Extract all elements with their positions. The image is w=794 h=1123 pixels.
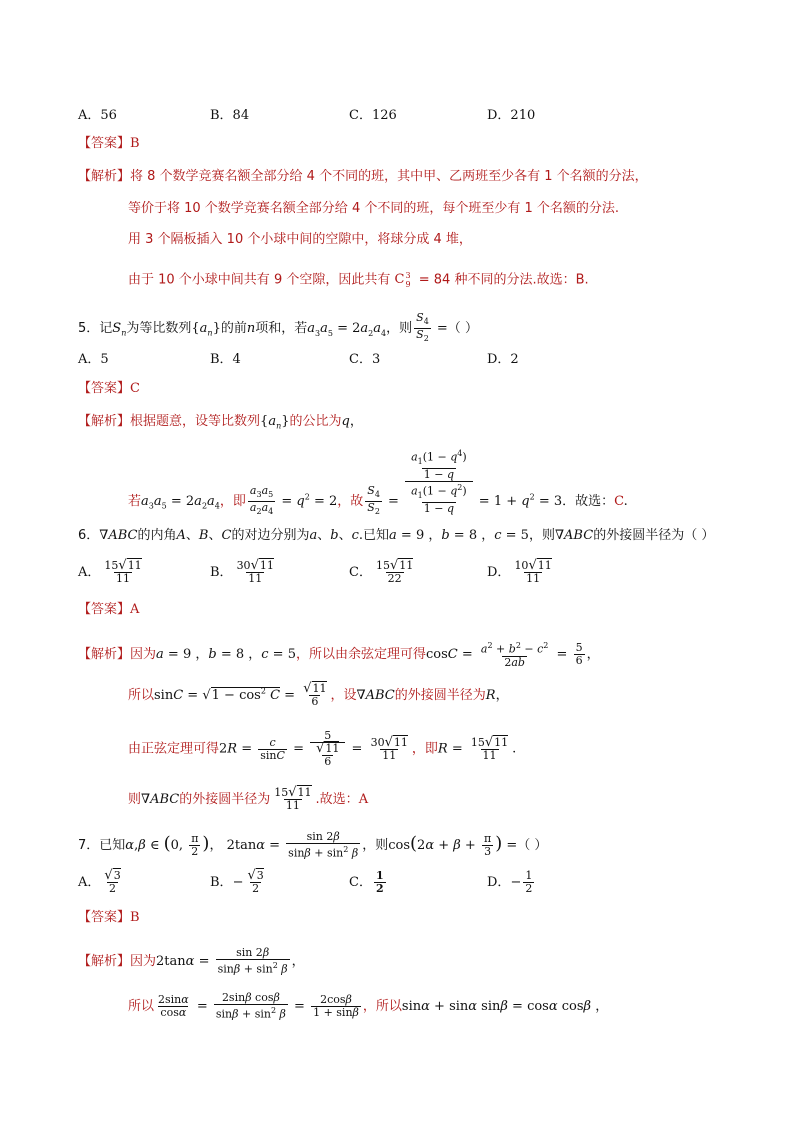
- explanation-text: = 84 种不同的分法.故选：B.: [414, 272, 589, 288]
- fraction: $\frac{S_4}{S_2}$: [416, 311, 429, 344]
- answer-value: A: [130, 602, 140, 617]
- stem-text: ，则: [386, 321, 413, 337]
- q6-option-d[interactable]: [487, 560, 556, 585]
- stem-text: .已知: [358, 528, 390, 543]
- q7-answer: [78, 910, 140, 926]
- q7-explanation-line-2: 所以 $\frac{2\sin\alpha}{\cos\alpha}$ = $\frac{\text{2sinβ cosβ}}{\sin\beta + \sin^2 \beta}$ = $\frac{2\cos\beta}{1 + \sin\beta}$ ，所以sinα + sinα sinβ = cosα cosβ ，: [128, 991, 609, 1021]
- fraction: $\frac{√11}{6}$: [303, 681, 327, 708]
- q5-answer: [78, 381, 140, 397]
- q5-explanation-line-1: 【解析】根据题意，设等比数列$\{a_n\}$的公比为q，: [78, 414, 363, 431]
- explanation-tag: 【解析】: [78, 169, 131, 184]
- q4-option-a[interactable]: A．56: [78, 108, 117, 123]
- q6-explanation-line-2: 所以$\sin C = √1 - \cos^2 C$ = $\frac{√11}{6}$ ，设∇ABC的外接圆半径为R，: [128, 681, 509, 708]
- explanation-text: .故选：: [315, 792, 359, 807]
- question-number: 5．记: [78, 321, 113, 337]
- q7-option-d[interactable]: D．− $\frac{1}{2}$: [487, 869, 533, 895]
- answer-value: B: [130, 910, 140, 925]
- q7-option-b[interactable]: B．− $\frac{√3}{2}$: [210, 868, 264, 895]
- fraction: $\frac{c}{\sin C}$: [260, 735, 285, 762]
- fraction: $\frac{30√11}{11}$: [370, 734, 408, 762]
- fraction: $\frac{10√11}{11}$: [514, 558, 552, 585]
- q7-option-a[interactable]: [78, 870, 125, 895]
- explanation-text: ，所以由余弦定理可得: [295, 646, 426, 662]
- option-label: C．: [349, 875, 372, 890]
- q4-explanation-line-3: 用 3 个隔板插入 10 个小球中间的空隙中，将球分成 4 堆，: [128, 232, 472, 247]
- stem-text: =（ ）: [432, 321, 478, 337]
- q5-stem: 5．记$S_n$为等比数列$\{a_n\}$的前n项和，若$a_3a_5 = 2a_2a_4$，则 $\frac{S_4}{S_2}$ =（ ）: [78, 311, 478, 344]
- stem-text: ，则: [362, 837, 389, 853]
- option-label: B．: [210, 875, 233, 890]
- option-label: C．: [349, 565, 372, 580]
- q4-option-c[interactable]: C．126: [349, 108, 397, 123]
- explanation-text: ，所以: [362, 998, 402, 1014]
- compound-fraction: $\frac{\frac{a_1(1 - q^4)}{1 - q}}{\frac{a_1(1 - q^2)}{1 - q}}$: [405, 448, 473, 515]
- answer-value: B: [130, 136, 140, 151]
- q6-explanation-line-1: 【解析】因为a = 9 ，b = 8 ，c = 5，所以由余弦定理可得cosC = $\frac{a^2 + b^2 - c^2}{2ab}$ = $\frac{5}{6}$ ，: [78, 640, 600, 669]
- q6-stem: 6．∇ABC的内角A、B、C的对边分别为a、b、c.已知a = 9 ，b = 8 ，c = 5，则∇ABC的外接圆半径为（ ）: [78, 528, 715, 543]
- q4-explanation-line-4: [128, 268, 589, 293]
- q5-option-d[interactable]: D．2: [487, 352, 519, 367]
- question-number: 6．: [78, 528, 100, 543]
- fraction: $\frac{2\sin\alpha}{\cos\alpha}$: [158, 992, 189, 1019]
- q6-explanation-line-4: 则∇ABC的外接圆半径为 $\frac{15√11}{11}$ .故选：A: [128, 785, 369, 812]
- fraction: $\frac{5}{6}$: [575, 640, 583, 667]
- q4-option-d[interactable]: D．210: [487, 108, 536, 123]
- stem-text: 的对边分别为: [231, 528, 310, 543]
- explanation-tag: 【解析】: [78, 646, 131, 662]
- explanation-tag: 【解析】: [78, 953, 131, 969]
- explanation-text: 根据题意，设等比数列: [130, 414, 261, 429]
- q5-option-c[interactable]: C．3: [349, 352, 381, 367]
- explanation-text: 则: [128, 792, 142, 807]
- q6-option-a[interactable]: [78, 560, 146, 585]
- q5-option-b[interactable]: B．4: [210, 352, 241, 367]
- compound-fraction: $\frac{5}{\frac{√11}{6}}$: [310, 730, 345, 768]
- option-label: B．: [210, 565, 233, 580]
- fraction: $\frac{15√11}{22}$: [375, 558, 414, 585]
- fraction: $\frac{a_3a_5}{a_2a_4}$: [249, 483, 274, 517]
- explanation-text: 由正弦定理可得: [128, 741, 220, 757]
- question-number: 7．已知: [78, 837, 126, 853]
- answer-value: C: [614, 493, 624, 509]
- answer-tag: 【答案】: [78, 136, 131, 151]
- explanation-text: 因为: [130, 953, 157, 969]
- q5-option-a[interactable]: A．5: [78, 352, 109, 367]
- fraction: $\frac{\pi}{2}$: [191, 831, 199, 858]
- explanation-text: 的公比为: [289, 414, 342, 429]
- q4-answer: [78, 136, 140, 152]
- fraction: $\frac{30√11}{11}$: [236, 558, 274, 585]
- q7-explanation-line-1: 【解析】因为2tanα = $\frac{\sin 2\beta}{\sin\beta + \sin^2 \beta}$ ，: [78, 946, 305, 976]
- explanation-text: ，设: [330, 688, 357, 703]
- fraction: $\frac{15√11}{11}$: [470, 734, 509, 762]
- q6-option-c[interactable]: [349, 560, 417, 585]
- fraction: $\frac{√3}{2}$: [247, 868, 264, 895]
- q6-option-b[interactable]: [210, 560, 278, 585]
- q5-explanation-line-2: 若$a_3a_5 = 2a_2a_4$，即 $\frac{a_3a_5}{a_2a_4}$ = $q^2 = 2$，故 $\frac{S_4}{S_2}$ = $\frac{\frac{a_1(1 - q^4)}{1 - q}}{\frac{a_1(1 - q^2)}{1 - q}}$ = $1 + q^2 = 3$．故选：C.: [128, 449, 628, 517]
- explanation-text: ，即: [219, 493, 246, 509]
- fraction: $\frac{√3}{2}$: [104, 868, 121, 895]
- option-label: A．: [78, 875, 101, 890]
- explanation-text: 因为: [130, 646, 157, 662]
- option-label: D．: [487, 875, 511, 890]
- stem-text: 项和，若: [255, 321, 308, 337]
- fraction: $\frac{a^2 + b^2 - c^2}{2ab}$: [480, 641, 549, 669]
- explanation-text: ．故选：: [562, 493, 615, 509]
- q7-option-c[interactable]: [349, 870, 388, 895]
- answer-tag: 【答案】: [78, 381, 131, 396]
- fraction: $\frac{15√11}{11}$: [104, 558, 142, 585]
- fraction: $\frac{\sin 2\beta}{\sin\beta + \sin^2 \beta}$: [217, 946, 288, 976]
- stem-text: 的外接圆半径为（ ）: [593, 528, 715, 543]
- fraction: $\frac{\sin 2\beta}{\sin\beta + \sin^2 \beta}$: [288, 830, 359, 860]
- stem-text: 的内角: [137, 528, 177, 543]
- fraction: $\frac{2\cos\beta}{1 + \sin\beta}$: [313, 992, 359, 1019]
- stem-text: =（ ）: [502, 837, 548, 853]
- answer-tag: 【答案】: [78, 910, 131, 925]
- option-label: A．: [78, 565, 101, 580]
- combination-formula: $C^3_9$: [394, 271, 411, 289]
- stem-text: 的前: [220, 321, 247, 337]
- fraction: $\frac{1}{2}$: [375, 869, 384, 895]
- explanation-text: 所以: [128, 688, 155, 703]
- explanation-text: ，即: [411, 741, 438, 757]
- stem-text: ，则: [528, 528, 555, 543]
- q6-answer: [78, 602, 139, 618]
- explanation-text: 由于 10 个小球中间共有 9 个空隙，因此共有: [128, 272, 395, 288]
- explanation-tag: 【解析】: [78, 414, 131, 429]
- q4-explanation-line-1: [78, 169, 648, 185]
- option-label: D．: [487, 565, 511, 580]
- q4-option-b[interactable]: B．84: [210, 108, 250, 123]
- explanation-text: 的外接圆半径为: [179, 792, 271, 807]
- q4-explanation-line-2: 等价于将 10 个数学竞赛名额全部分给 4 个不同的班，每个班至少有 1 个名额的分法.: [128, 201, 620, 216]
- fraction: $\frac{15√11}{11}$: [274, 785, 312, 812]
- fraction: $\frac{S_4}{S_2}$: [367, 483, 380, 517]
- q7-stem: 7．已知α,β ∈ (0, $\frac{\pi}{2}$ )， 2tanα = $\frac{\sin 2\beta}{\sin\beta + \sin^2 \beta}$ ，则cos(2α + β + $\frac{\pi}{3}$ ) =（ ）: [78, 830, 548, 860]
- stem-text: 为等比数列: [126, 321, 192, 337]
- answer-value: C: [130, 381, 140, 396]
- fraction: $\frac{1}{2}$: [525, 869, 533, 895]
- explanation-text: 所以: [128, 998, 155, 1014]
- fraction: $\frac{\pi}{3}$: [483, 831, 492, 858]
- answer-value: A: [358, 792, 369, 807]
- q6-explanation-line-3: 由正弦定理可得2R = $\frac{c}{\sin C}$ = $\frac{5}{\frac{√11}{6}}$ = $\frac{30√11}{11}$ ，即R = $\frac{15√11}{11}$ .: [128, 729, 517, 768]
- answer-tag: 【答案】: [78, 602, 131, 617]
- fraction: $\frac{\text{2sinβ cosβ}}{\sin\beta + \sin^2 \beta}$: [215, 991, 286, 1021]
- explanation-text: 若: [128, 493, 142, 509]
- explanation-text: 的外接圆半径为: [394, 688, 486, 703]
- explanation-text: ，故: [337, 493, 364, 509]
- explanation-text: 将 8 个数学竞赛名额全部分给 4 个不同的班，其中甲、乙两班至少各有 1 个名额的分法，: [130, 169, 648, 184]
